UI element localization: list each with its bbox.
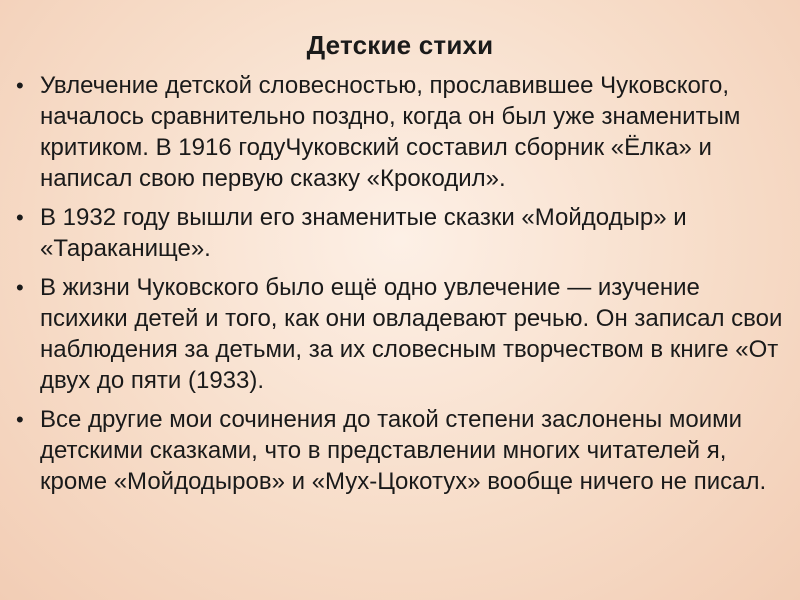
bullet-list bbox=[14, 70, 790, 505]
bullet-text: В 1932 году вышли его знаменитые сказки «Мойдодыр» и «Тараканище». bbox=[40, 204, 687, 262]
bullet-item-3 bbox=[14, 272, 790, 396]
bullet-text: В жизни Чуковского было ещё одно увлечение — изучение психики детей и того, как они овладевают речью. Он записал свои наблюдения за детьми, за их словесным творчеством в книге «От двух до пяти (1933). bbox=[40, 274, 783, 394]
bullet-marker: • bbox=[16, 73, 24, 98]
bullet-marker: • bbox=[16, 205, 24, 230]
slide-title: Детские стихи bbox=[306, 30, 494, 60]
bullet-marker: • bbox=[16, 407, 24, 432]
bullet-marker: • bbox=[16, 275, 24, 300]
bullet-item-1 bbox=[14, 70, 790, 194]
bullet-item-2 bbox=[14, 202, 790, 264]
bullet-text: Увлечение детской словесностью, прославившее Чуковского, началось сравнительно поздно, когда он был уже знаменитым критиком. В 1916 годуЧуковский составил сборник «Ёлка» и написал свою первую сказку «Крокодил». bbox=[40, 72, 741, 192]
bullet-text: Все другие мои сочинения до такой степени заслонены моими детскими сказками, что в представлении многих читателей я, кроме «Мойдодыров» и «Мух-Цокотух» вообще ничего не писал. bbox=[40, 406, 767, 495]
bullet-item-4 bbox=[14, 404, 790, 497]
